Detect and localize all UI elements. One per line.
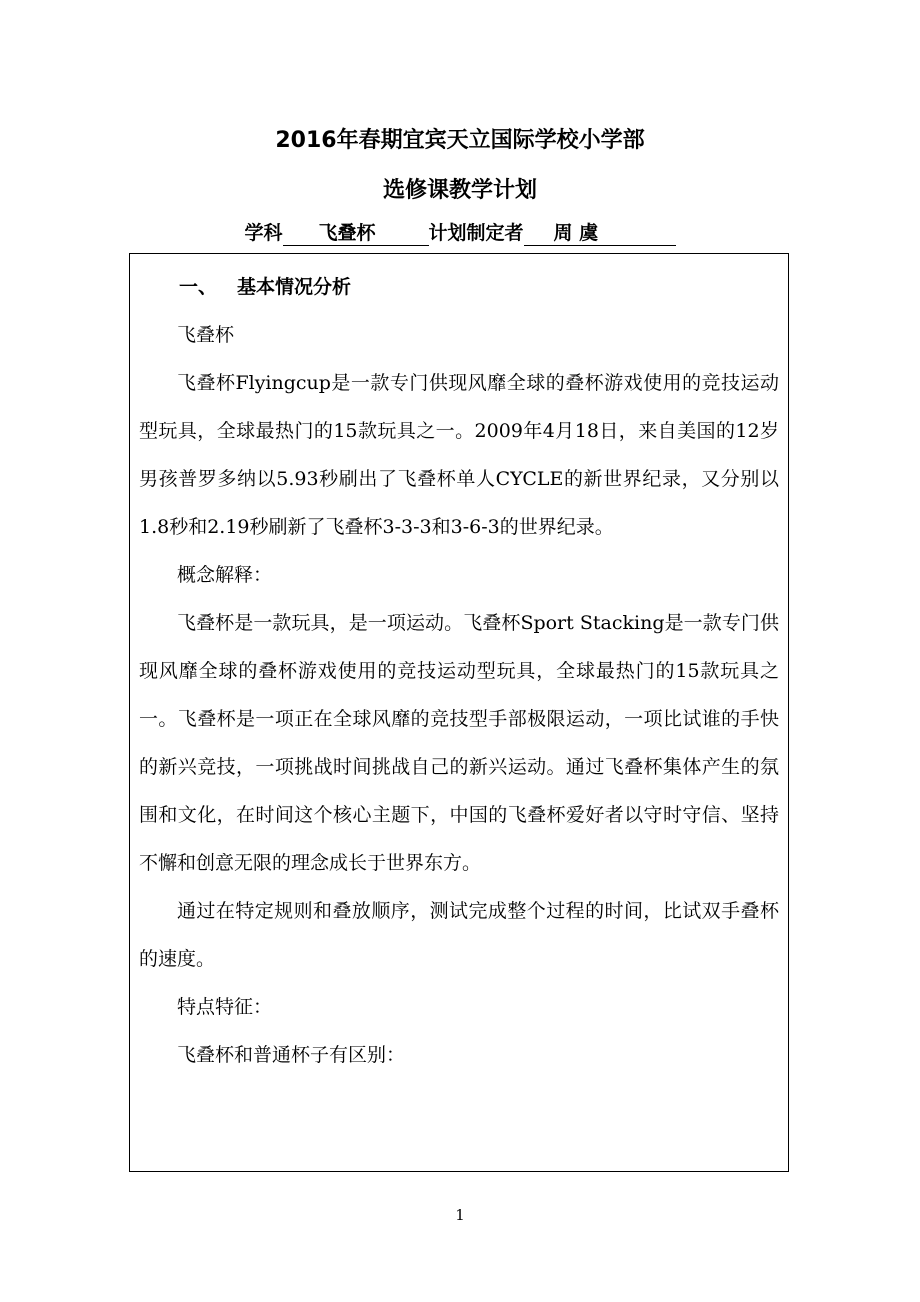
paragraph: 飞叠杯是一款玩具，是一项运动。飞叠杯Sport Stacking是一款专门供现风靡全球的叠杯游戏使用的竞技运动型玩具，全球最热门的15款玩具之一。飞叠杯是一项正在全球风靡的竞技型手部极限运动，一项比试谁的手快的新兴竞技，一项挑战时间挑战自己的新兴运动。通过飞叠杯集体产生的氛围和文化，在时间这个核心主题下，中国的飞叠杯爱好者以守时守信、坚持不懈和创意无限的理念成长于世界东方。	[139, 612, 779, 874]
document-title: 2016年春期宜宾天立国际学校小学部	[275, 128, 645, 153]
paragraph: 概念解释：	[177, 564, 273, 586]
paragraph: 飞叠杯Flyingcup是一款专门供现风靡全球的叠杯游戏使用的竞技运动型玩具，全球最热门的15款玩具之一。2009年4月18日，来自美国的12岁男孩普罗多纳以5.93秒刷出了飞叠杯单人CYCLE的新世界纪录，又分别以1.8秒和2.19秒刷新了飞叠杯3-3-3和3-6-3的世界纪录。	[139, 372, 779, 538]
section-title: 基本情况分析	[237, 276, 352, 298]
subject-value: 飞叠杯	[283, 221, 429, 246]
content-body	[139, 263, 779, 1079]
subject-planner-line	[0, 218, 920, 246]
planner-label: 计划制定者	[428, 222, 524, 244]
page-number: 1	[455, 1206, 465, 1224]
paragraph: 特点特征：	[177, 996, 273, 1018]
section-number: 一、	[179, 276, 218, 298]
document-subtitle: 选修课教学计划	[382, 178, 537, 203]
section-heading	[139, 263, 779, 311]
paragraph: 飞叠杯	[177, 324, 235, 346]
planner-value: 周 虞	[524, 221, 676, 246]
paragraph: 通过在特定规则和叠放顺序，测试完成整个过程的时间，比试双手叠杯的速度。	[139, 900, 779, 970]
paragraph: 飞叠杯和普通杯子有区别：	[177, 1044, 406, 1066]
subject-label: 学科	[244, 222, 283, 244]
